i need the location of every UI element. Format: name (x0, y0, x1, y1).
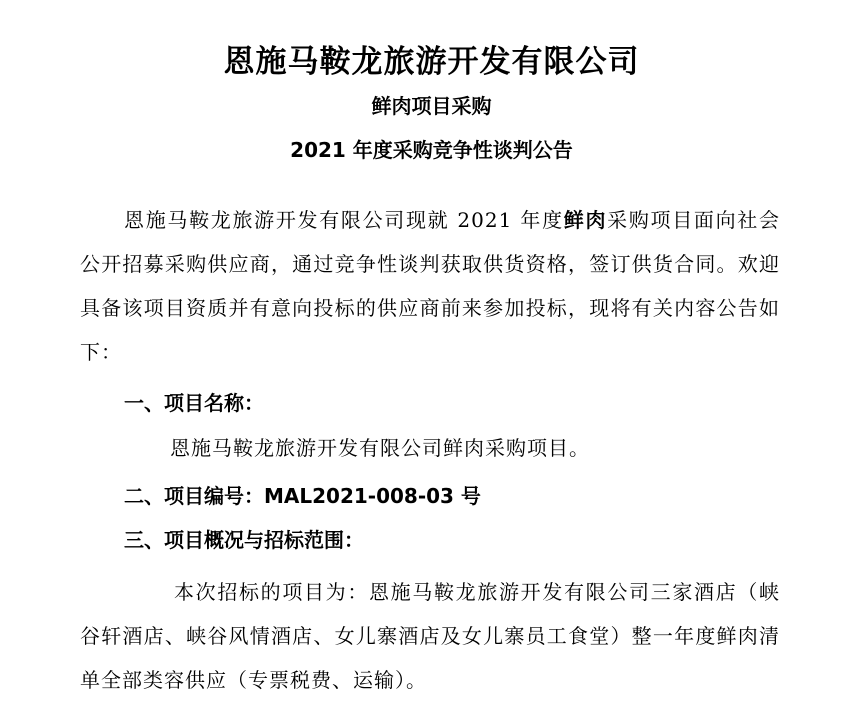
section3-heading: 三、项目概况与招标范围： (124, 528, 364, 552)
intro-paragraph (80, 198, 780, 374)
section1-heading: 一、项目名称： (124, 391, 264, 415)
document-subtitle-project: 鲜肉项目采购 (371, 94, 492, 118)
section3-content: 本次招标的项目为：恩施马鞍龙旅游开发有限公司三家酒店（峡谷轩酒店、峡谷风情酒店、女儿寨酒店及女儿寨员工食堂）整一年度鲜肉清单全部类容供应（专票税费、运输）。 (80, 580, 780, 692)
intro-bold-word: 鲜肉 (563, 208, 608, 232)
section1-content: 恩施马鞍龙旅游开发有限公司鲜肉采购项目。 (170, 436, 590, 460)
section2-heading: 二、项目编号：MAL2021-008-03 号 (124, 484, 481, 508)
document-subtitle-announcement: 2021 年度采购竞争性谈判公告 (290, 138, 573, 162)
intro-text-part1: 恩施马鞍龙旅游开发有限公司现就 2021 年度 (124, 208, 564, 232)
document-title: 恩施马鞍龙旅游开发有限公司 (223, 44, 640, 80)
intro-text-part2: 采购项目面向社会公开招募采购供应商，通过竞争性谈判获取供货资格，签订供货合同。欢迎具备该项目资质并有意向投标的供应商前来参加投标，现将有关内容公告如下： (80, 208, 781, 364)
